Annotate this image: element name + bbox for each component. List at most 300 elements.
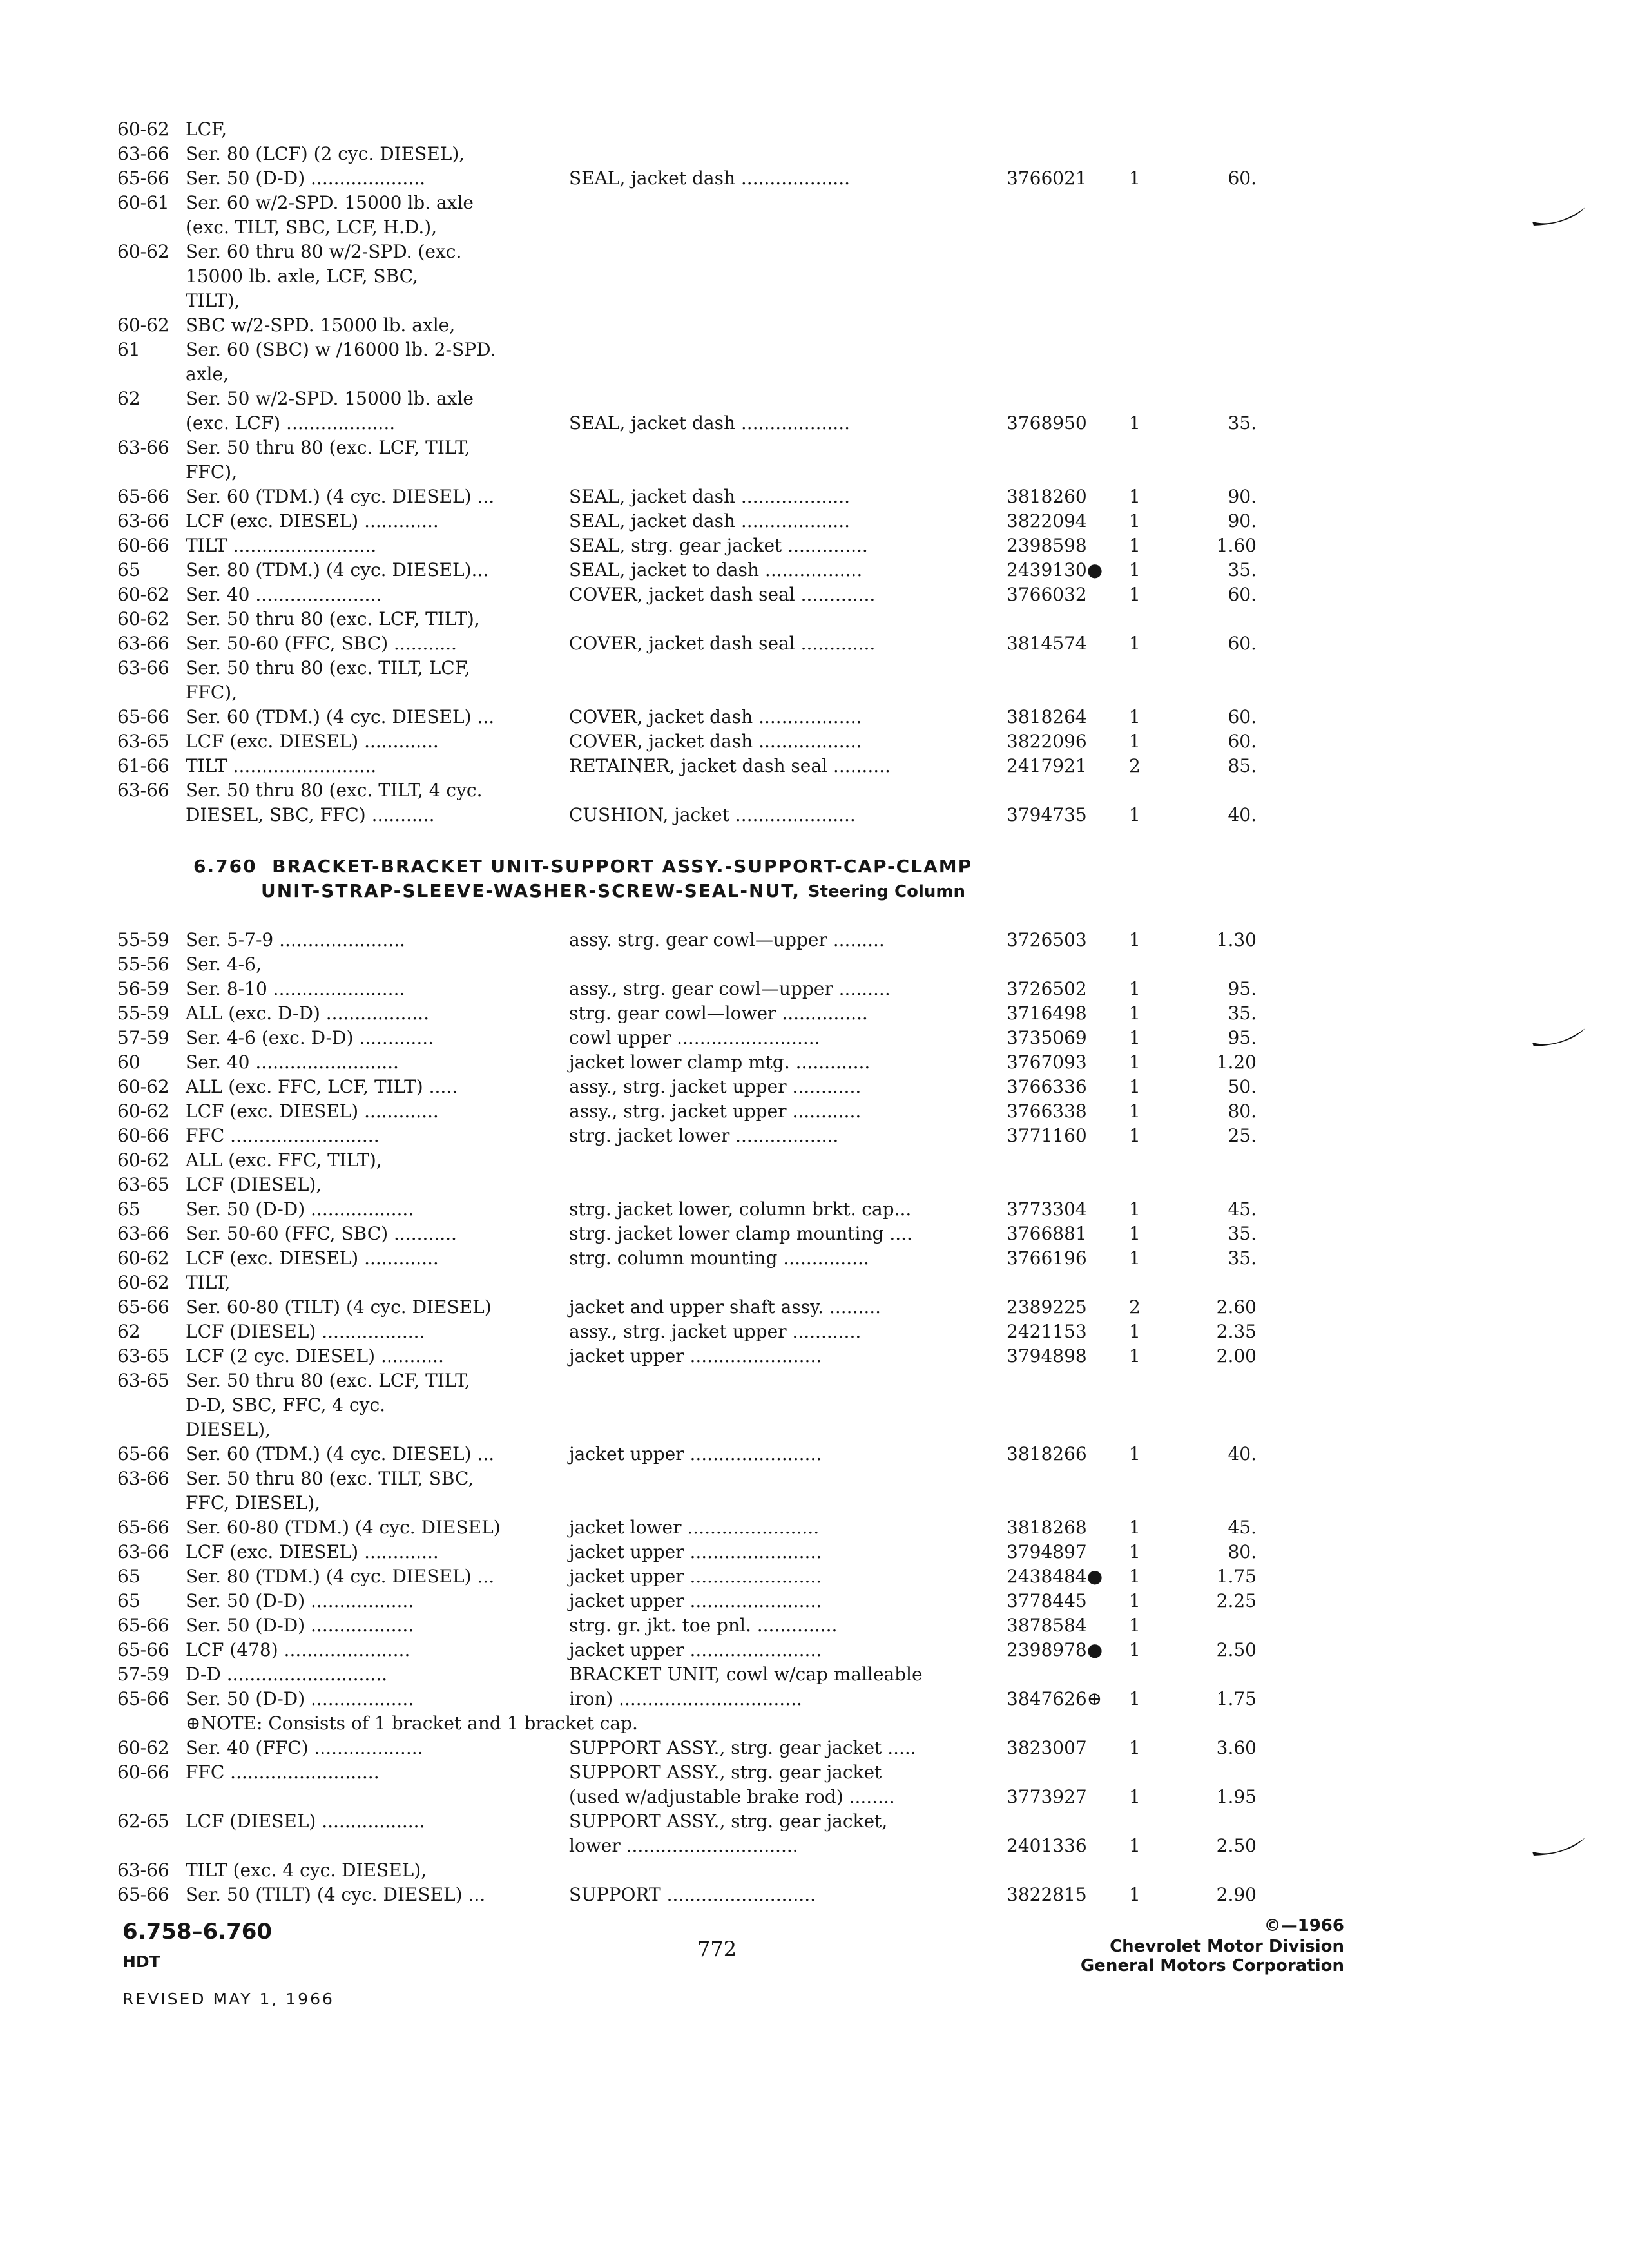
application: Ser. 60 (TDM.) (4 cyc. DIESEL) ... [186,706,495,727]
application: Ser. 4-6, [186,954,262,975]
description: SEAL, jacket dash ................... [569,510,851,532]
quantity: 1 [1129,1443,1141,1465]
application: TILT, [186,1272,231,1293]
part-number: 3771160 [1007,1125,1087,1146]
table-row: 60-66 FFC .......................... strg. jacket lower .................. 3771160 1 .25 [0,1124,1629,1148]
model-years: 63-66 [117,780,169,801]
application: Ser. 50 thru 80 (exc. TILT, 4 cyc. [186,780,483,801]
application: SBC w/2-SPD. 15000 lb. axle, [186,314,456,336]
description: strg. gear cowl—lower ............... [569,1003,868,1024]
quantity: 1 [1129,978,1141,999]
quantity: 1 [1129,1223,1141,1244]
revised-date: REVISED MAY 1, 1966 [122,1990,334,2008]
table-row [0,1418,1629,1442]
application: Ser. 50-60 (FFC, SBC) ........... [186,1223,457,1244]
table-row: 56-59 Ser. 8-10 ....................... assy., strg. gear cowl—upper ......... 3726502 1 .95 [0,977,1629,1001]
application: Ser. 60 (SBC) w /16000 lb. 2-SPD. [186,339,496,360]
quantity: 1 [1129,559,1141,581]
copyright: ©—1966 [1264,1916,1344,1936]
model-years: 62-65 [117,1811,169,1832]
part-number: 3766338 [1007,1100,1087,1122]
part-number: 3716498 [1007,1003,1087,1024]
part-number: 3766032 [1007,584,1087,605]
description: strg. jacket lower .................. [569,1125,839,1146]
application: LCF (2 cyc. DIESEL) ........... [186,1345,444,1367]
table-row [0,607,1629,631]
application: Ser. 40 (FFC) ................... [186,1737,423,1758]
quantity: 1 [1129,535,1141,556]
description: COVER, jacket dash .................. [569,706,862,727]
punch-hole-mark [1531,1832,1588,1862]
table-row: 63-66 LCF (exc. DIESEL) ............. jacket upper ....................... 3794897 1 .80 [0,1540,1629,1564]
section-title-line1: BRACKET-BRACKET UNIT-SUPPORT ASSY.-SUPPORT-CAP-CLAMP [272,856,973,877]
description: CUSHION, jacket ..................... [569,804,856,825]
table-row [0,117,1629,142]
description: jacket upper ....................... [569,1566,822,1587]
corporation-name: General Motors Corporation [1080,1956,1344,1975]
application: Ser. 50 thru 80 (exc. LCF, TILT, [186,437,470,458]
description: jacket lower clamp mtg. ............. [569,1052,871,1073]
quantity: 1 [1129,168,1141,189]
part-number: 3823007 [1007,1737,1087,1758]
application: LCF, [186,119,227,140]
application: Ser. 50 (D-D) .................... [186,168,426,189]
application: LCF (exc. DIESEL) ............. [186,510,439,532]
quantity: 1 [1129,929,1141,950]
application: (exc. LCF) ................... [186,412,396,434]
description: SEAL, jacket dash ................... [569,168,851,189]
table-row [0,656,1629,680]
description: jacket upper ....................... [569,1590,822,1611]
table-row: 65 Ser. 50 (D-D) .................. strg. jacket lower, column brkt. cap... 3773304 1 .45 [0,1197,1629,1222]
table-row: 65-66 Ser. 50 (TILT) (4 cyc. DIESEL) ... SUPPORT .......................... 3822815 1 2.90 [0,1883,1629,1907]
quantity: 1 [1129,1345,1141,1367]
application: LCF (DIESEL) .................. [186,1811,425,1832]
part-number: 3735069 [1007,1027,1087,1048]
part-number: 3818266 [1007,1443,1087,1465]
application: Ser. 50 thru 80 (exc. TILT, SBC, [186,1468,474,1489]
table-row: 63-65 LCF (exc. DIESEL) ............. COVER, jacket dash .................. 3822096 1 .60 [0,729,1629,754]
model-years: 60-62 [117,1737,169,1758]
quantity: 1 [1129,1884,1141,1905]
application: Ser. 50 w/2-SPD. 15000 lb. axle [186,388,474,409]
table-row: 65-66 Ser. 60 (TDM.) (4 cyc. DIESEL) ... jacket upper ....................... 3818266 1 .40 [0,1442,1629,1466]
model-years: 65-66 [117,1639,169,1660]
quantity: 1 [1129,804,1141,825]
quantity: 1 [1129,1198,1141,1220]
quantity: 2 [1129,1296,1141,1318]
table-row [0,240,1629,264]
application: Ser. 50 (D-D) .................. [186,1590,414,1611]
description: assy., strg. jacket upper ............ [569,1076,862,1097]
table-row: 65-66 Ser. 50 (D-D) .................... SEAL, jacket dash ................... 3766021 1 .60 [0,166,1629,191]
table-row [0,289,1629,313]
model-years: 65-66 [117,1443,169,1465]
application: FFC), [186,461,238,483]
model-years: 65-66 [117,168,169,189]
part-number: 3766196 [1007,1247,1087,1269]
model-years: 60-62 [117,608,169,629]
part-number: 3794898 [1007,1345,1087,1367]
application: Ser. 50 thru 80 (exc. TILT, LCF, [186,657,470,678]
table-row: 63-65 LCF (2 cyc. DIESEL) ........... jacket upper ....................... 3794898 1 2.00 [0,1344,1629,1369]
model-years: 60-61 [117,192,169,213]
quantity: 1 [1129,486,1141,507]
part-number: 2398598 [1007,535,1087,556]
description: jacket lower ....................... [569,1517,820,1538]
model-years: 65-66 [117,1615,169,1636]
application: LCF (exc. DIESEL) ............. [186,731,439,752]
quantity: 1 [1129,412,1141,434]
description: RETAINER, jacket dash seal .......... [569,755,891,776]
application: Ser. 60 (TDM.) (4 cyc. DIESEL) ... [186,1443,495,1465]
table-row [0,215,1629,240]
description: assy., strg. jacket upper ............ [569,1100,862,1122]
description: SEAL, jacket dash ................... [569,486,851,507]
model-years: 55-59 [117,1003,169,1024]
table-row: 55-59 ALL (exc. D-D) .................. strg. gear cowl—lower ............... 3716498 1 .35 [0,1001,1629,1026]
part-number: 3767093 [1007,1052,1087,1073]
part-number: 3768950 [1007,412,1087,434]
model-years: 65-66 [117,1884,169,1905]
application: LCF (DIESEL), [186,1174,322,1195]
description: SEAL, jacket dash ................... [569,412,851,434]
model-years: 57-59 [117,1664,169,1685]
application: Ser. 50-60 (FFC, SBC) ........... [186,633,457,654]
part-number: 3814574 [1007,633,1087,654]
quantity: 1 [1129,1027,1141,1048]
part-number: 3766881 [1007,1223,1087,1244]
model-years: 63-66 [117,657,169,678]
model-years: 63-66 [117,143,169,164]
part-number: 2439130● [1007,559,1103,581]
part-number: 2389225 [1007,1296,1087,1318]
table-row: (used w/adjustable brake rod) ........ 3773927 1 1.95 [0,1785,1629,1809]
description: assy. strg. gear cowl—upper ......... [569,929,885,950]
punch-hole-mark [1531,1023,1588,1053]
table-row: 65 Ser. 80 (TDM.) (4 cyc. DIESEL) ... jacket upper ....................... 2438484● 1 1.75 [0,1564,1629,1589]
part-number: 3726502 [1007,978,1087,999]
table-row [0,142,1629,166]
quantity: 1 [1129,510,1141,532]
model-years: 65 [117,559,140,581]
quantity: 1 [1129,731,1141,752]
model-years: 60-62 [117,241,169,262]
table-row [0,1491,1629,1515]
description: SUPPORT ASSY., strg. gear jacket, [569,1811,888,1832]
model-years: 60 [117,1052,140,1073]
page-number: 772 [697,1937,737,1961]
table-row [0,264,1629,289]
quantity: 1 [1129,633,1141,654]
table-row [0,436,1629,460]
application: Ser. 5-7-9 ...................... [186,929,405,950]
model-years: 65 [117,1198,140,1220]
quantity: 1 [1129,1590,1141,1611]
model-years: 63-66 [117,1860,169,1881]
table-row [0,387,1629,411]
quantity: 1 [1129,1125,1141,1146]
description: COVER, jacket dash .................. [569,731,862,752]
model-years: 55-56 [117,954,169,975]
model-years: 60-62 [117,584,169,605]
quantity: 1 [1129,1517,1141,1538]
application: FFC .......................... [186,1762,380,1783]
table-row [0,1662,1629,1687]
application: DIESEL, SBC, FFC) ........... [186,804,435,825]
table-row: lower .............................. 2401336 1 2.50 [0,1834,1629,1858]
quantity: 2 [1129,755,1141,776]
table-row: (exc. LCF) ................... SEAL, jacket dash ................... 3768950 1 .35 [0,411,1629,436]
application: 15000 lb. axle, LCF, SBC, [186,265,418,287]
description: jacket upper ....................... [569,1345,822,1367]
model-years: 63-66 [117,1468,169,1489]
table-row [0,1809,1629,1834]
model-years: 65-66 [117,1688,169,1709]
application: FFC), [186,682,238,703]
description: SEAL, strg. gear jacket .............. [569,535,868,556]
part-number: 2398978● [1007,1639,1103,1660]
application: Ser. 40 ......................... [186,1052,399,1073]
table-row: 60-62 Ser. 40 (FFC) ................... SUPPORT ASSY., strg. gear jacket ..... 3823007 1 3.60 [0,1736,1629,1760]
application: Ser. 60 w/2-SPD. 15000 lb. axle [186,192,474,213]
description: BRACKET UNIT, cowl w/cap malleable [569,1664,923,1685]
table-row [0,191,1629,215]
model-years: 60-62 [117,1100,169,1122]
table-row [0,1173,1629,1197]
application: TILT ......................... [186,755,377,776]
table-row: 65-66 Ser. 60-80 (TDM.) (4 cyc. DIESEL) jacket lower ....................... 3818268 1 .45 [0,1515,1629,1540]
description: jacket upper ....................... [569,1443,822,1465]
quantity: 1 [1129,1566,1141,1587]
description: jacket upper ....................... [569,1541,822,1562]
quantity: 1 [1129,1835,1141,1856]
application: Ser. 80 (TDM.) (4 cyc. DIESEL)... [186,559,489,581]
application: LCF (DIESEL) .................. [186,1321,425,1342]
model-years: 60-62 [117,1247,169,1269]
description: cowl upper ......................... [569,1027,820,1048]
description: assy., strg. jacket upper ............ [569,1321,862,1342]
section-number: 6.760 [193,856,257,877]
model-years: 63-66 [117,510,169,532]
application: Ser. 50 (D-D) .................. [186,1688,414,1709]
table-row: 65 Ser. 80 (TDM.) (4 cyc. DIESEL)... SEAL, jacket to dash ................. 2439130● 1 .35 [0,558,1629,582]
part-number: 3818260 [1007,486,1087,507]
table-row [0,1466,1629,1491]
application: Ser. 60 (TDM.) (4 cyc. DIESEL) ... [186,486,495,507]
application: Ser. 50 (D-D) .................. [186,1198,414,1220]
description: jacket upper ....................... [569,1639,822,1660]
table-row: 60-62 LCF (exc. DIESEL) ............. assy., strg. jacket upper ............ 3766338 1 .80 [0,1099,1629,1124]
model-years: 63-66 [117,1223,169,1244]
model-years: 60-62 [117,119,169,140]
model-years: 63-65 [117,1370,169,1391]
part-number: 3822094 [1007,510,1087,532]
part-number: 2401336 [1007,1835,1087,1856]
table-row: 60-66 TILT ......................... SEAL, strg. gear jacket .............. 2398598 1 1.60 [0,533,1629,558]
table-row: 60 Ser. 40 ......................... jacket lower clamp mtg. ............. 3767093 1 1.20 [0,1050,1629,1075]
application: Ser. 4-6 (exc. D-D) ............. [186,1027,434,1048]
part-number: 3818268 [1007,1517,1087,1538]
part-number: 3818264 [1007,706,1087,727]
model-years: 62 [117,1321,140,1342]
quantity: 1 [1129,1737,1141,1758]
table-row: 55-59 Ser. 5-7-9 ...................... assy. strg. gear cowl—upper ......... 3726503 1 1.30 [0,928,1629,952]
model-years: 63-65 [117,731,169,752]
table-row: 65-66 Ser. 60 (TDM.) (4 cyc. DIESEL) ... COVER, jacket dash .................. 3818264 1 .60 [0,705,1629,729]
model-years: 60-62 [117,1149,169,1171]
table-row [0,1613,1629,1638]
table-row: 63-66 Ser. 50-60 (FFC, SBC) ........... strg. jacket lower clamp mounting .... 3766881 1 .35 [0,1222,1629,1246]
section-title-line2: UNIT-STRAP-SLEEVE-WASHER-SCREW-SEAL-NUT, [261,880,800,901]
application: ⊕NOTE: Consists of 1 bracket and 1 bracket cap. [186,1713,638,1734]
description: lower .............................. [569,1835,798,1856]
application: ALL (exc. FFC, TILT), [186,1149,382,1171]
table-row [0,1711,1629,1736]
model-years: 63-66 [117,1541,169,1562]
application: Ser. 80 (LCF) (2 cyc. DIESEL), [186,143,465,164]
quantity: 1 [1129,1688,1141,1709]
model-years: 65 [117,1590,140,1611]
description: strg. jacket lower, column brkt. cap... [569,1198,912,1220]
application: LCF (exc. DIESEL) ............. [186,1541,439,1562]
application: Ser. 40 ...................... [186,584,382,605]
table-row: 65-66 Ser. 50 (D-D) .................. iron) ................................ 3847626⊕ 1 1.75 [0,1687,1629,1711]
model-years: 65-66 [117,486,169,507]
section-title-suffix: Steering Column [807,882,966,901]
model-years: 60-62 [117,314,169,336]
part-number: 2421153 [1007,1321,1087,1342]
model-years: 55-59 [117,929,169,950]
application: LCF (exc. DIESEL) ............. [186,1100,439,1122]
catalog-code: HDT [122,1952,160,1971]
table-row: 65-66 Ser. 60-80 (TILT) (4 cyc. DIESEL) jacket and upper shaft assy. ......... 2389225 2 2.60 [0,1295,1629,1320]
quantity: 1 [1129,1247,1141,1269]
application: FFC .......................... [186,1125,380,1146]
table-row: 63-66 LCF (exc. DIESEL) ............. SEAL, jacket dash ................... 3822094 1 .90 [0,509,1629,533]
description: (used w/adjustable brake rod) ........ [569,1786,895,1807]
table-row: 62 LCF (DIESEL) .................. assy., strg. jacket upper ............ 2421153 1 2.35 [0,1320,1629,1344]
application: Ser. 60 thru 80 w/2-SPD. (exc. [186,241,462,262]
application: axle, [186,363,229,385]
description: strg. jacket lower clamp mounting .... [569,1223,912,1244]
part-number: 3794897 [1007,1541,1087,1562]
model-years: 63-66 [117,633,169,654]
table-row: 63-66 Ser. 50-60 (FFC, SBC) ........... COVER, jacket dash seal ............. 3814574 1 .60 [0,631,1629,656]
table-row [0,1271,1629,1295]
part-number: 3822096 [1007,731,1087,752]
table-row [0,680,1629,705]
part-number: 3773927 [1007,1786,1087,1807]
model-years: 61 [117,339,140,360]
model-years: 60-62 [117,1076,169,1097]
table-row [0,1369,1629,1393]
part-number: 3822815 [1007,1884,1087,1905]
part-number: 3726503 [1007,929,1087,950]
application: TILT ......................... [186,535,377,556]
application: Ser. 8-10 ....................... [186,978,405,999]
part-number: 3878584 [1007,1615,1087,1636]
application: D-D, SBC, FFC, 4 cyc. [186,1394,386,1416]
table-row: 61-66 TILT ......................... RETAINER, jacket dash seal .......... 2417921 2 .85 [0,754,1629,778]
description: strg. column mounting ............... [569,1247,869,1269]
table-row: DIESEL, SBC, FFC) ........... CUSHION, jacket ..................... 3794735 1 .40 [0,803,1629,827]
table-row: 57-59 Ser. 4-6 (exc. D-D) ............. cowl upper ......................... 3735069 1 .95 [0,1026,1629,1050]
quantity: 1 [1129,1786,1141,1807]
application: Ser. 50 thru 80 (exc. LCF, TILT, [186,1370,470,1391]
description: SUPPORT ASSY., strg. gear jacket [569,1762,882,1783]
description: iron) ................................ [569,1688,802,1709]
description: strg. gr. jkt. toe pnl. .............. [569,1615,838,1636]
part-number: 3794735 [1007,804,1087,825]
part-number: 3766021 [1007,168,1087,189]
application: ALL (exc. D-D) .................. [186,1003,429,1024]
quantity: 1 [1129,1076,1141,1097]
model-years: 61-66 [117,755,169,776]
model-years: 60-66 [117,535,169,556]
punch-hole-mark [1531,202,1588,232]
quantity: 1 [1129,706,1141,727]
model-years: 62 [117,388,140,409]
table-row [0,338,1629,362]
description: COVER, jacket dash seal ............. [569,584,876,605]
model-years: 65 [117,1566,140,1587]
quantity: 1 [1129,1003,1141,1024]
part-number: 3773304 [1007,1198,1087,1220]
application: Ser. 80 (TDM.) (4 cyc. DIESEL) ... [186,1566,495,1587]
model-years: 63-65 [117,1174,169,1195]
application: DIESEL), [186,1419,271,1440]
model-years: 60-62 [117,1272,169,1293]
table-row: 60-62 Ser. 40 ...................... COVER, jacket dash seal ............. 3766032 1 .60 [0,582,1629,607]
application: TILT (exc. 4 cyc. DIESEL), [186,1860,427,1881]
part-number: 2438484● [1007,1566,1103,1587]
table-row: 65-66 LCF (478) ...................... jacket upper ....................... 2398978● 1 2.50 [0,1638,1629,1662]
application: Ser. 50 (D-D) .................. [186,1615,414,1636]
section-range: 6.758–6.760 [122,1919,273,1945]
description: SEAL, jacket to dash ................. [569,559,863,581]
part-number: 3766336 [1007,1076,1087,1097]
table-row [0,1393,1629,1418]
part-number: 3778445 [1007,1590,1087,1611]
description: jacket and upper shaft assy. ......... [569,1296,882,1318]
model-years: 60-66 [117,1762,169,1783]
part-number: 3847626⊕ [1007,1688,1103,1709]
table-row [0,952,1629,977]
description: SUPPORT .......................... [569,1884,816,1905]
application: D-D ............................ [186,1664,387,1685]
quantity: 1 [1129,1052,1141,1073]
application: (exc. TILT, SBC, LCF, H.D.), [186,216,438,238]
application: TILT), [186,290,240,311]
model-years: 57-59 [117,1027,169,1048]
table-row: 65 Ser. 50 (D-D) .................. jacket upper ....................... 3778445 1 2.25 [0,1589,1629,1613]
model-years: 56-59 [117,978,169,999]
quantity: 1 [1129,1321,1141,1342]
model-years: 63-66 [117,437,169,458]
model-years: 60-66 [117,1125,169,1146]
description: SUPPORT ASSY., strg. gear jacket ..... [569,1737,916,1758]
table-row: 65-66 Ser. 60 (TDM.) (4 cyc. DIESEL) ... SEAL, jacket dash ................... 3818260 1 .90 [0,485,1629,509]
description: COVER, jacket dash seal ............. [569,633,876,654]
table-row [0,1858,1629,1883]
quantity: 1 [1129,1100,1141,1122]
application: Ser. 60-80 (TILT) (4 cyc. DIESEL) [186,1296,492,1318]
table-row [0,362,1629,387]
table-row [0,460,1629,485]
part-number: 2417921 [1007,755,1087,776]
table-row [0,778,1629,803]
